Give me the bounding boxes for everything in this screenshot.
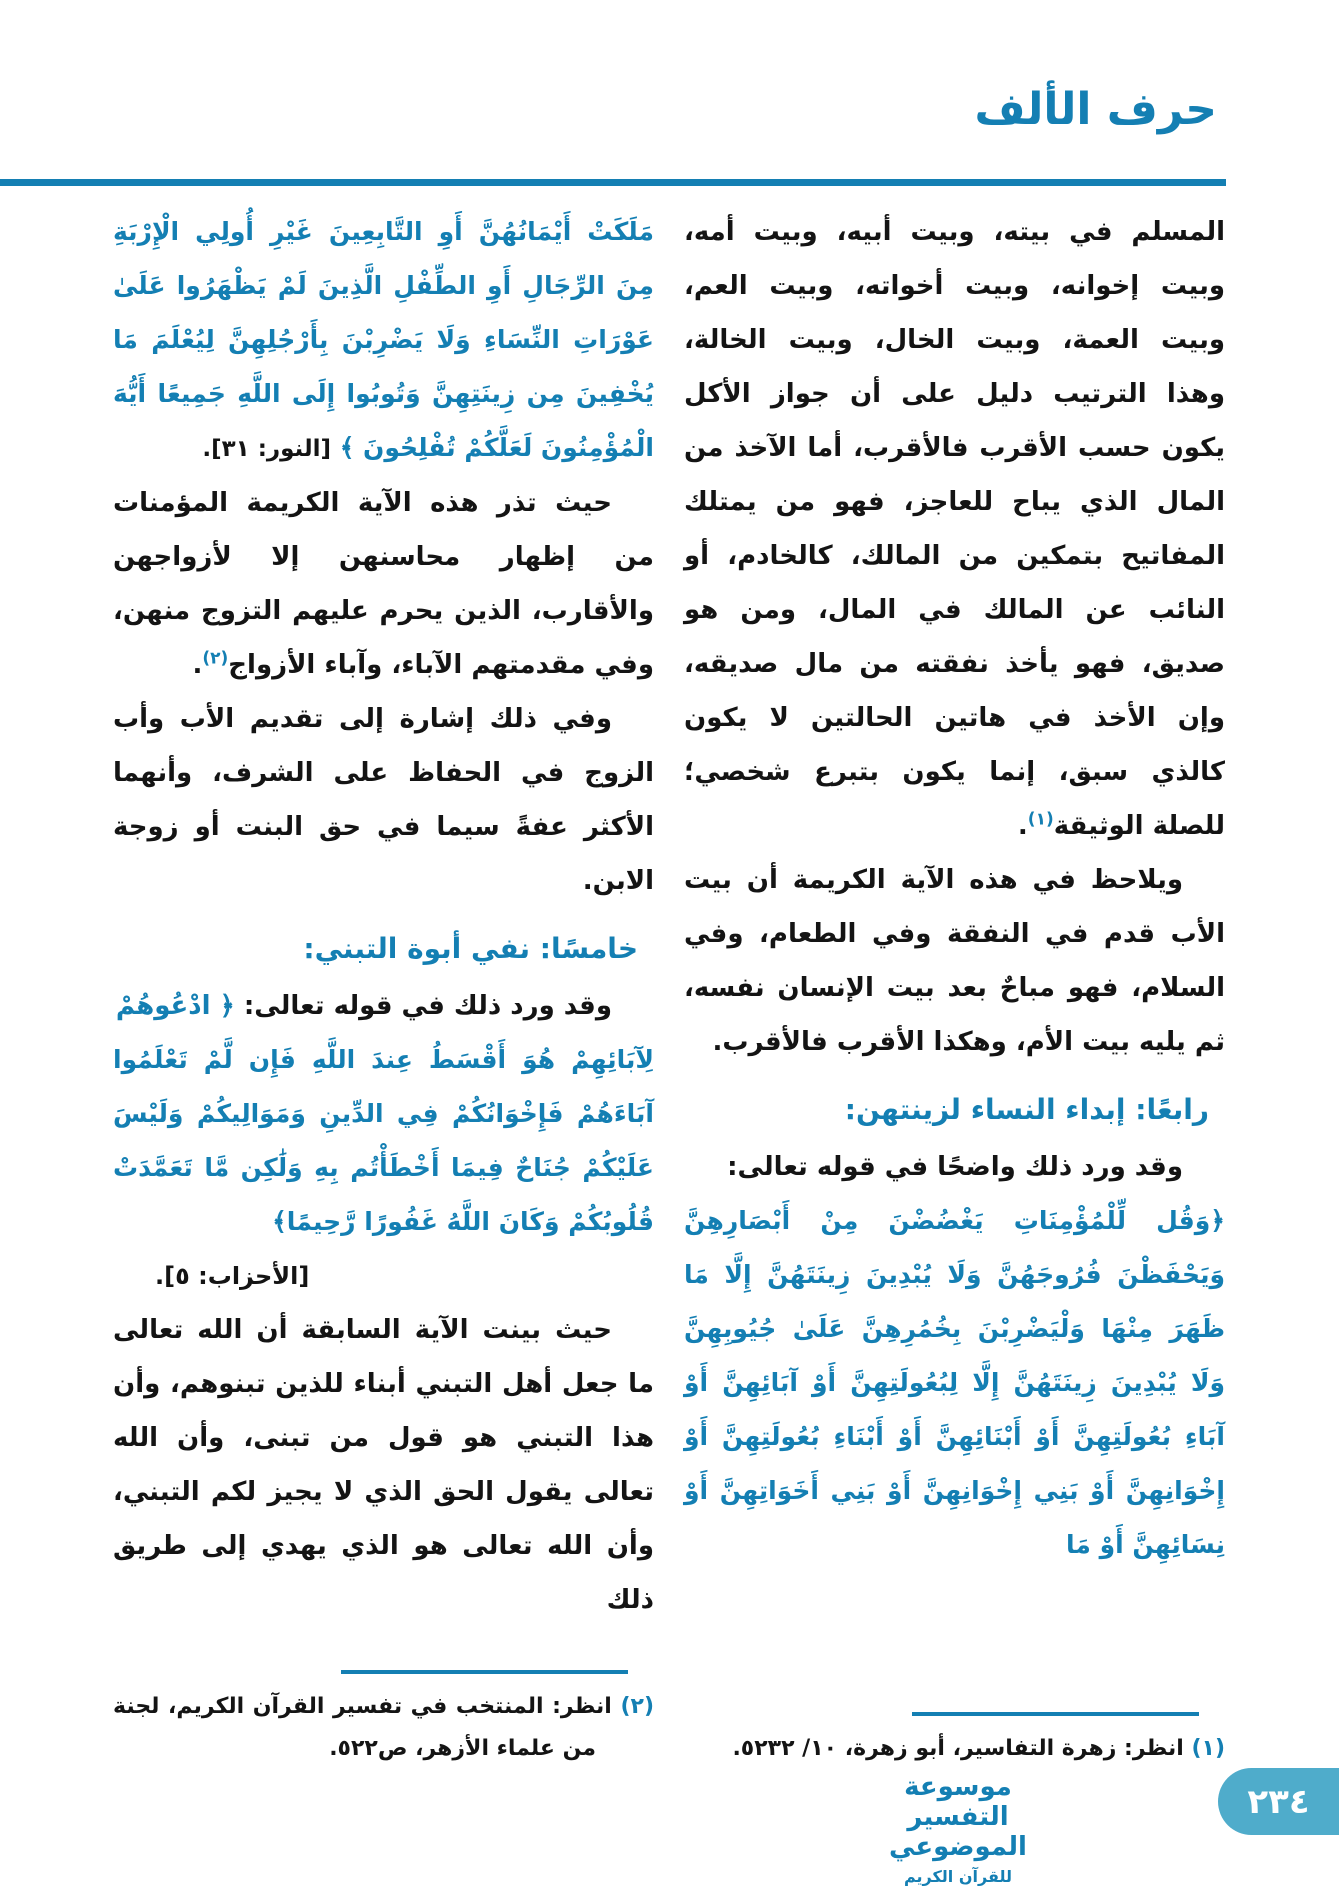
- paragraph-tail: .: [192, 650, 203, 680]
- paragraph-adoption-denial: حيث بينت الآية السابقة أن الله تعالى ما جعل أهل التبني أبناء للذين تبنوهم، وأن هذا التبني هو قول من تبنى، وأن الله تعالى يقول الحق الذي لا يجيز لكم التبني، وأن الله تعالى هو الذي يهدي إلى طريق ذلك: [113, 1315, 654, 1615]
- quran-verse-nur-31-first-part: ﴿وَقُل لِّلْمُؤْمِنَاتِ يَغْضُضْنَ مِنْ أَبْصَارِهِنَّ وَيَحْفَظْنَ فُرُوجَهُنَّ وَلَا يُبْدِينَ زِينَتَهُنَّ إِلَّا مَا ظَهَرَ مِنْهَا وَلْيَضْرِبْنَ بِخُمُرِهِنَّ عَلَىٰ جُيُوبِهِنَّ وَلَا يُبْدِينَ زِينَتَهُنَّ إِلَّا لِبُعُولَتِهِنَّ أَوْ آبَائِهِنَّ أَوْ آبَاءِ بُعُولَتِهِنَّ أَوْ أَبْنَائِهِنَّ أَوْ أَبْنَاءِ بُعُولَتِهِنَّ أَوْ إِخْوَانِهِنَّ أَوْ بَنِي إِخْوَانِهِنَّ أَوْ بَنِي أَخَوَاتِهِنَّ أَوْ نِسَائِهِنَّ أَوْ مَا: [684, 1206, 1225, 1559]
- verse-reference-ahzab: [الأحزاب: ٥].: [155, 1262, 310, 1290]
- paragraph-father-house-priority: ويلاحظ في هذه الآية الكريمة أن بيت الأب قدم في النفقة وفي الطعام، وفي السلام، فهو مباحٌ بعد بيت الإنسان نفسه، ثم يليه بيت الأم، وهكذا الأقرب فالأقرب.: [684, 865, 1225, 1057]
- footnote-separator-right: [912, 1712, 1199, 1716]
- page-number-tab: [1218, 1768, 1339, 1835]
- quran-verse-ahzab-5: لِآبَائِهِمْ هُوَ أَقْسَطُ عِندَ اللَّهِ فَإِن لَّمْ تَعْلَمُوا آبَاءَهُمْ فَإِخْوَانُكُمْ فِي الدِّينِ وَمَوَالِيكُمْ وَلَيْسَ عَلَيْكُمْ جُنَاحٌ فِيمَا أَخْطَأْتُم بِهِ وَلَٰكِن مَّا تَعَمَّدَتْ قُلُوبُكُمْ وَكَانَ اللَّهُ غَفُورًا رَّحِيمًا﴾: [113, 1045, 654, 1236]
- chapter-title: حرف الألف: [974, 84, 1217, 135]
- publisher-logo: [873, 1772, 1043, 1888]
- text-columns: [113, 205, 1225, 1770]
- paragraph-text: حيث تذر هذه الآية الكريمة المؤمنات من إظهار محاسنهن إلا لأزواجهن والأقارب، الذين يحرم عليهم التزوج منهن، وفي مقدمتهم الآباء، وآباء الأزواج: [113, 488, 654, 680]
- quran-text: مَلَكَتْ أَيْمَانُهُنَّ أَوِ التَّابِعِينَ غَيْرِ أُولِي الْإِرْبَةِ مِنَ الرِّجَالِ أَوِ الطِّفْلِ الَّذِينَ لَمْ يَظْهَرُوا عَلَىٰ عَوْرَاتِ النِّسَاءِ وَلَا يَضْرِبْنَ بِأَرْجُلِهِنَّ لِيُعْلَمَ مَا يُخْفِينَ مِن زِينَتِهِنَّ وَتُوبُوا إِلَى اللَّهِ جَمِيعًا أَيُّهَ الْمُؤْمِنُونَ لَعَلَّكُمْ تُفْلِحُونَ ﴾: [113, 217, 654, 462]
- paragraph-eating-houses: [684, 205, 1225, 853]
- intro-text: وقد ورد ذلك في قوله تعالى:: [234, 991, 612, 1021]
- section-heading-fifth: خامسًا: نفي أبوة التبني:: [303, 932, 638, 965]
- column-spacer: [684, 1572, 1225, 1712]
- verse-reference-nur: [النور: ٣١].: [202, 436, 331, 462]
- footnote-separator-left: [341, 1670, 628, 1674]
- quran-opening-words: ﴿ ادْعُوهُمْ: [115, 991, 235, 1021]
- footnote-1: [684, 1728, 1225, 1770]
- logo-title: موسوعة التفسير الموضوعي: [889, 1772, 1027, 1862]
- quran-verse-nur-31-continuation: [113, 205, 654, 476]
- paragraph-believing-women: [113, 476, 654, 692]
- header-rule: [0, 179, 1226, 186]
- column-spacer: [113, 1627, 654, 1670]
- footnote-text: انظر: زهرة التفاسير، أبو زهرة، ١٠/ ٥٢٣٢.: [732, 1736, 1184, 1761]
- page-number: ٢٣٤: [1247, 1781, 1310, 1822]
- footnote-2: [113, 1686, 654, 1770]
- logo-subtitle: للقرآن الكريم: [903, 1867, 1013, 1886]
- intro-line-fifth: [113, 979, 654, 1033]
- section-heading-fourth: رابعًا: إبداء النساء لزينتهن:: [844, 1093, 1209, 1126]
- column-left: [113, 205, 654, 1770]
- paragraph-text: المسلم في بيته، وبيت أبيه، وبيت أمه، وبيت إخوانه، وبيت أخواته، وبيت العم، وبيت العمة، وبيت الخال، وبيت الخالة، وهذا الترتيب دليل على أن جواز الأكل يكون حسب الأقرب فالأقرب، أما الآخذ من المال الذي يباح للعاجز، فهو من يمتلك المفاتيح بتمكين من المالك، كالخادم، أو النائب عن المالك في المال، ومن هو صديق، فهو يأخذ نفقته من مال صديقه، وإن الأخذ في هاتين الحالتين لا يكون كالذي سبق، إنما يكون بتبرع شخصي؛ للصلة الوثيقة: [684, 217, 1225, 841]
- footnote-marker-1: (١): [1027, 809, 1054, 830]
- paragraph-honor-protection: وفي ذلك إشارة إلى تقديم الأب وأب الزوج في الحفاظ على الشرف، وأنهما الأكثر عفةً سيما في حق البنت أو زوجة الابن.: [113, 704, 654, 896]
- column-right: [684, 205, 1225, 1770]
- intro-line-fourth: وقد ورد ذلك واضحًا في قوله تعالى:: [727, 1152, 1183, 1182]
- footnote-number: (١): [1191, 1736, 1225, 1761]
- footnote-text: انظر: المنتخب في تفسير القرآن الكريم، لجنة من علماء الأزهر، ص٥٢٢.: [113, 1694, 612, 1761]
- footnote-marker-2: (٢): [202, 648, 229, 669]
- footnote-number: (٢): [620, 1694, 654, 1719]
- paragraph-tail: .: [1017, 811, 1028, 841]
